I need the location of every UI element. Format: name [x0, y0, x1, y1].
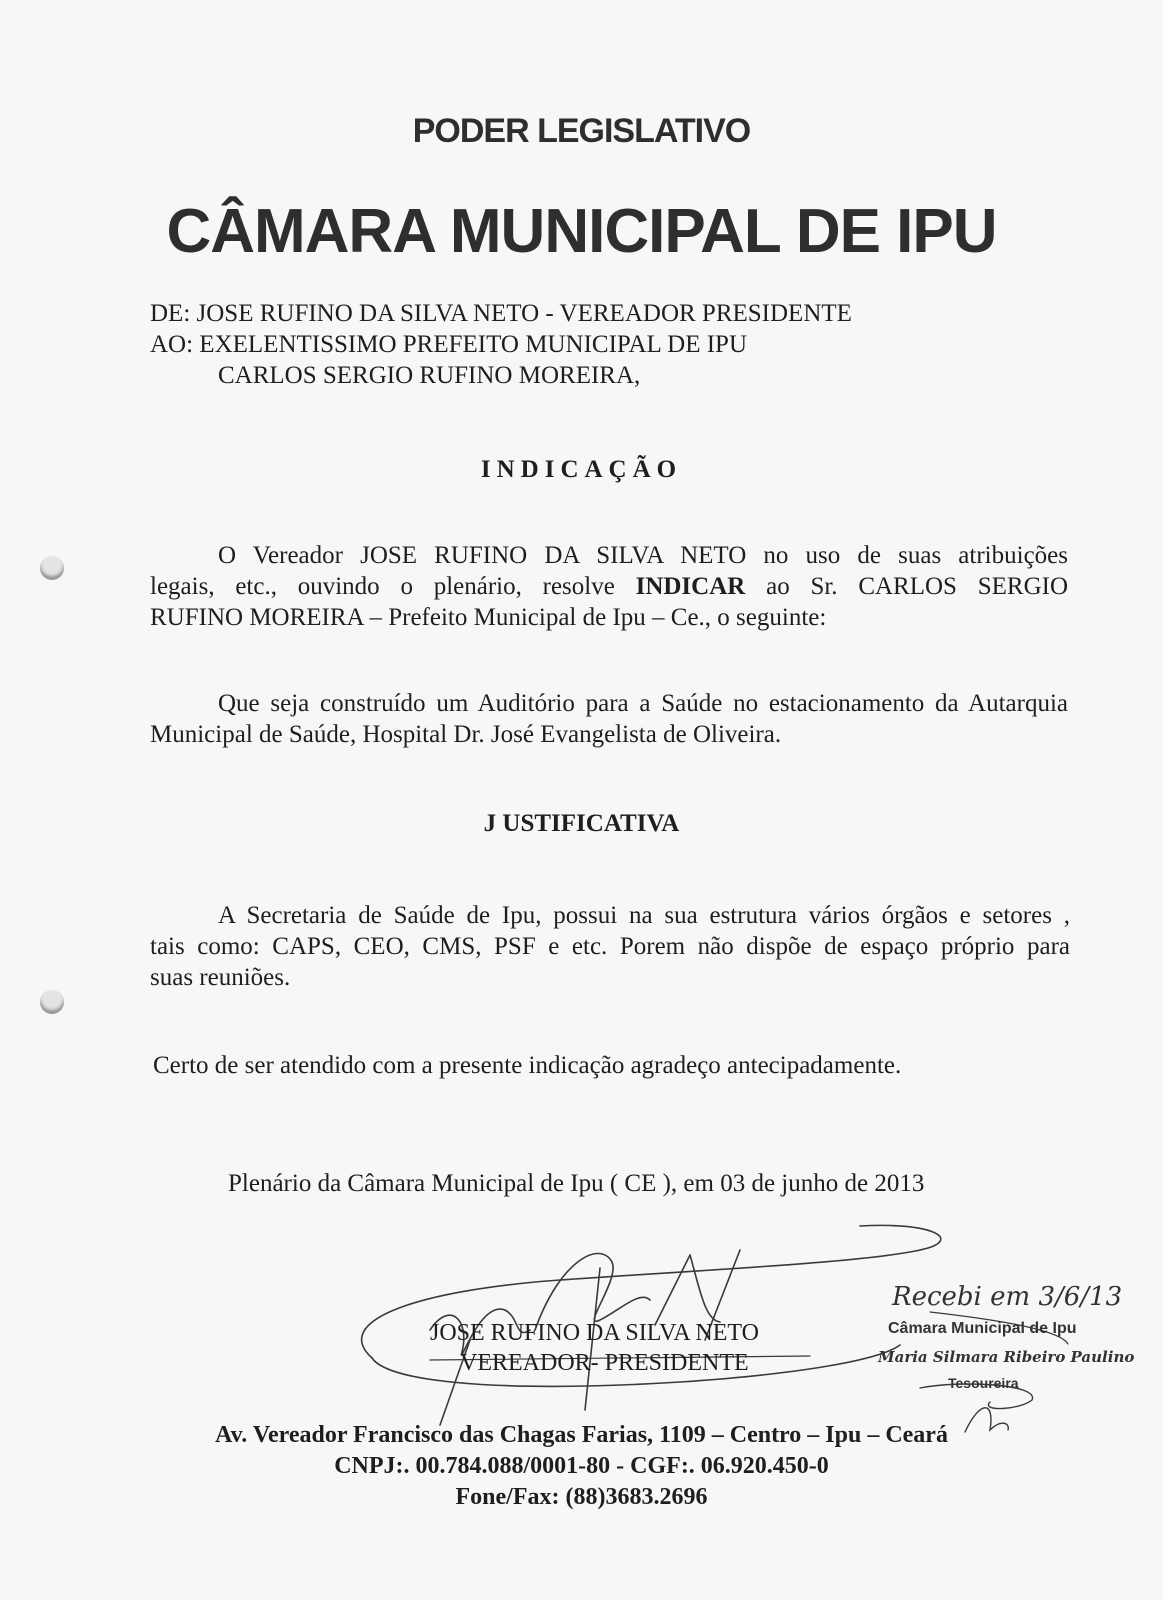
request-line-2: Municipal de Saúde, Hospital Dr. José Evangelista de Oliveira.: [150, 721, 782, 748]
signer-name: JOSE RUFINO DA SILVA NETO: [430, 1320, 759, 1346]
footer-ids: CNPJ:. 00.784.088/0001-80 - CGF:. 06.920.450-0: [334, 1453, 829, 1479]
signer-role: VEREADOR- PRESIDENTE: [460, 1350, 749, 1376]
closing-line: Certo de ser atendido com a presente indicação agradeço antecipadamente.: [153, 1052, 902, 1079]
receipt-handwritten: Recebi em 3/6/13: [892, 1282, 1123, 1312]
footer-phone: Fone/Fax: (88)3683.2696: [455, 1484, 708, 1510]
place-date: Plenário da Câmara Municipal de Ipu ( CE ), em 03 de junho de 2013: [228, 1170, 925, 1197]
indicacao-title: INDICAÇÃO: [480, 456, 683, 483]
header-branch: PODER LEGISLATIVO: [412, 112, 751, 150]
to-name-line: CARLOS SERGIO RUFINO MOREIRA,: [218, 362, 641, 389]
receipt-role: Tesoureira: [948, 1375, 1019, 1391]
intro-line-2-post: ao Sr. CARLOS SERGIO: [766, 573, 1068, 600]
binder-hole-bottom: [40, 990, 64, 1014]
intro-line-2-pre: legais, etc., ouvindo o plenário, resolve: [150, 573, 615, 600]
intro-line-3: RUFINO MOREIRA – Prefeito Municipal de Ipu – Ce., o seguinte:: [150, 604, 827, 631]
receipt-institution: Câmara Municipal de Ipu: [888, 1320, 1077, 1337]
justificativa-title: J USTIFICATIVA: [483, 810, 680, 837]
from-line: DE: JOSE RUFINO DA SILVA NETO - VEREADOR PRESIDENTE: [150, 300, 852, 327]
header-chamber: CÂMARA MUNICIPAL DE IPU: [166, 197, 997, 266]
intro-line-1: O Vereador JOSE RUFINO DA SILVA NETO no uso de suas atribuições: [218, 542, 1068, 569]
binder-hole-top: [40, 556, 64, 580]
receipt-person: Maria Silmara Ribeiro Paulino: [878, 1348, 1135, 1366]
request-line-1: Que seja construído um Auditório para a Saúde no estacionamento da Autarquia: [218, 690, 1068, 717]
to-line: AO: EXELENTISSIMO PREFEITO MUNICIPAL DE IPU: [150, 331, 748, 358]
justificativa-line-1: A Secretaria de Saúde de Ipu, possui na sua estrutura vários órgãos e setores ,: [218, 902, 1070, 929]
indicar-keyword: INDICAR: [635, 573, 746, 600]
footer-address: Av. Vereador Francisco das Chagas Farias, 1109 – Centro – Ipu – Ceará: [215, 1422, 948, 1448]
justificativa-line-3: suas reuniões.: [150, 964, 291, 991]
intro-line-2: [150, 573, 1068, 601]
justificativa-line-2: tais como: CAPS, CEO, CMS, PSF e etc. Porem não dispõe de espaço próprio para: [150, 933, 1070, 960]
